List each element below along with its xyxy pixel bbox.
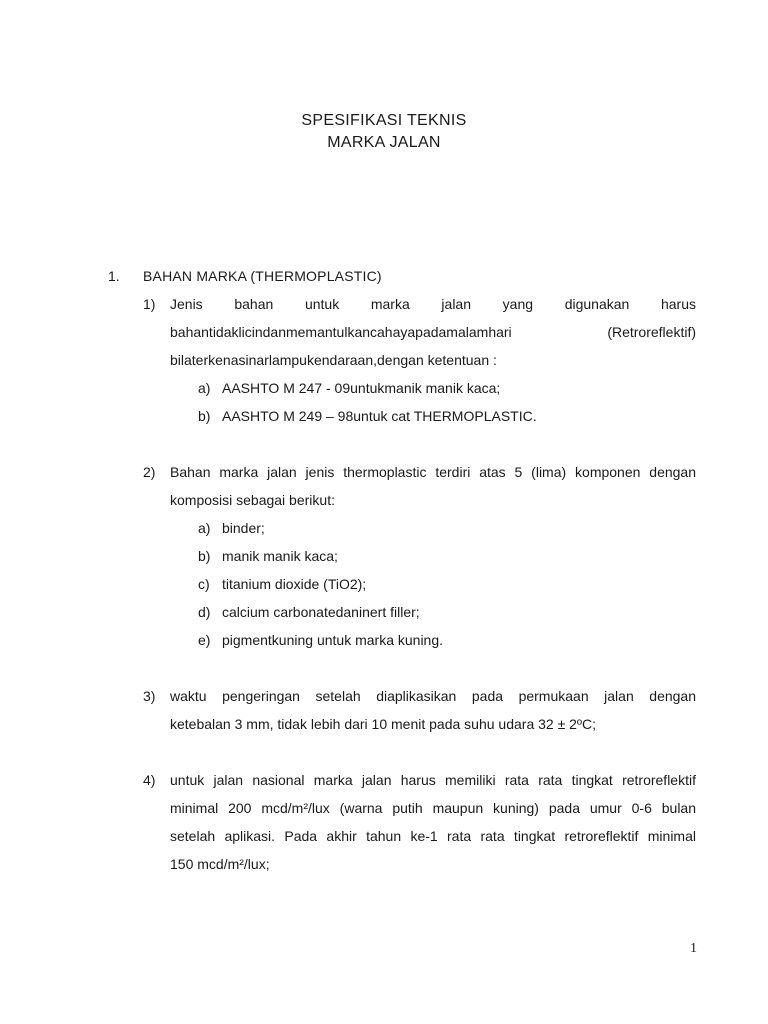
subitem-text: AASHTO M 247 - 09untukmanik manik kaca;: [222, 380, 501, 396]
page-number: 1: [690, 941, 697, 956]
item-text-line: Jenis bahan untuk marka jalan yang digunakan harus: [170, 296, 696, 312]
section-title: BAHAN MARKA (THERMOPLASTIC): [143, 268, 382, 284]
item-text-line: waktu pengeringan setelah diaplikasikan pada permukaan jalan dengan: [170, 688, 696, 704]
item-number: 3): [143, 688, 156, 704]
subitem-text: pigmentkuning untuk marka kuning.: [222, 632, 444, 648]
subitem-text: AASHTO M 249 – 98untuk cat THERMOPLASTIC.: [222, 408, 537, 424]
item-text-line: minimal 200 mcd/m²/lux (warna putih maupun kuning) pada umur 0-6 bulan: [170, 800, 696, 816]
item-text-line: 150 mcd/m²/lux;: [170, 856, 270, 872]
item-text-line: komposisi sebagai berikut:: [170, 492, 335, 508]
document-title: SPESIFIKASI TEKNIS: [301, 112, 467, 129]
item-text-line: ketebalan 3 mm, tidak lebih dari 10 menit pada suhu udara 32 ± 2ºC;: [170, 716, 597, 732]
subitem-letter: a): [198, 380, 211, 396]
subitem-letter: d): [198, 604, 211, 620]
item-text-line: untuk jalan nasional marka jalan harus memiliki rata rata tingkat retroreflektif: [170, 772, 696, 788]
subitem-letter: c): [198, 576, 210, 592]
subitem-text: titanium dioxide (TiO2);: [222, 576, 367, 592]
item-text-line: setelah aplikasi. Pada akhir tahun ke-1 rata rata tingkat retroreflektif minimal: [170, 828, 696, 844]
subitem-text: calcium carbonatedaninert filler;: [222, 604, 420, 620]
item-text-line: bilaterkenasinarlampukendaraan,dengan ketentuan :: [170, 352, 497, 368]
item-number: 2): [143, 464, 156, 480]
item-number: 1): [143, 296, 156, 312]
subitem-letter: e): [198, 632, 211, 648]
subitem-text: manik manik kaca;: [222, 548, 338, 564]
subitem-letter: b): [198, 408, 211, 424]
subitem-letter: a): [198, 520, 211, 536]
item-number: 4): [143, 772, 156, 788]
subitem-text: binder;: [222, 520, 265, 536]
item-text-line: Bahan marka jalan jenis thermoplastic terdiri atas 5 (lima) komponen dengan: [170, 464, 696, 480]
item-text-line: bahantidaklicindanmemantulkancahayapadamalamhari (Retroreflektif): [170, 324, 696, 340]
section-number: 1.: [108, 268, 120, 284]
subitem-letter: b): [198, 548, 211, 564]
document-subtitle: MARKA JALAN: [327, 134, 441, 151]
